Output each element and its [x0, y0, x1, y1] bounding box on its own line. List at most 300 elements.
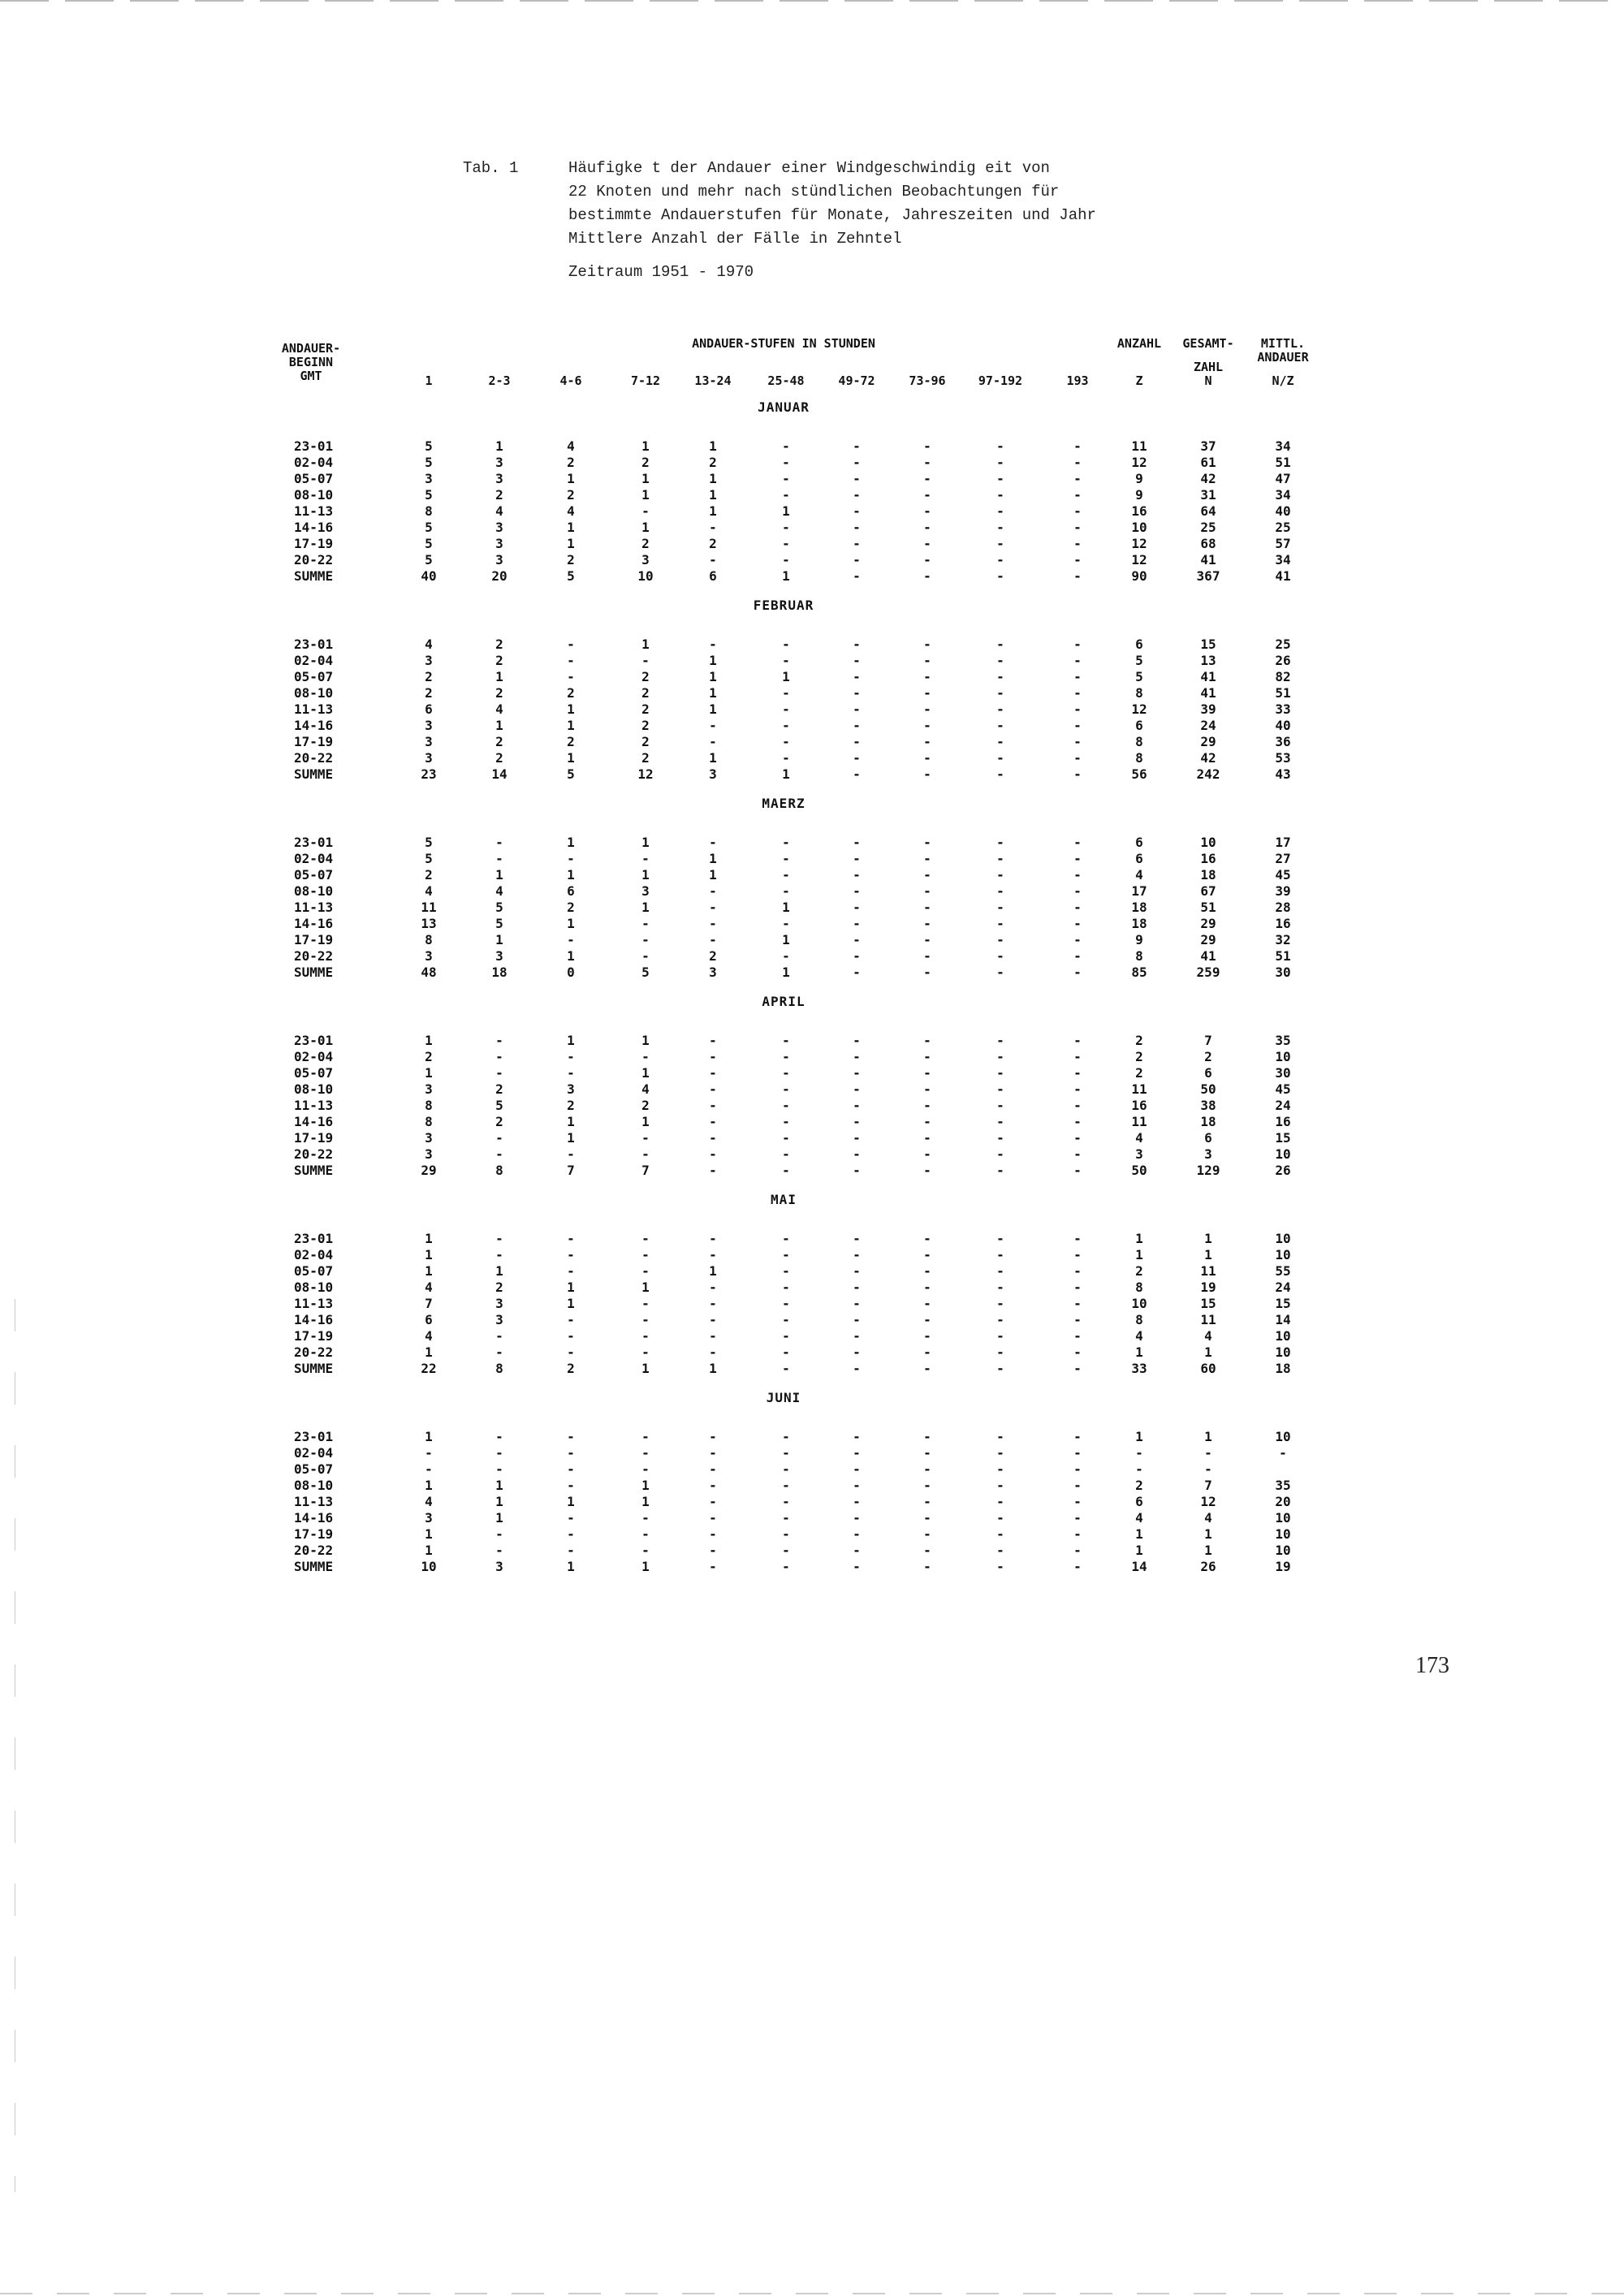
table-cell: -: [996, 685, 1004, 701]
table-cell: -: [996, 1559, 1004, 1574]
table-cell: -: [782, 455, 790, 470]
table-cell: -: [1073, 520, 1082, 535]
table-cell: -: [1073, 1263, 1082, 1279]
table-cell: 2: [641, 701, 650, 717]
table-cell: 2: [495, 1114, 503, 1129]
table-cell: 1: [709, 701, 717, 717]
table-cell: 18: [1131, 916, 1147, 931]
table-cell: -: [641, 1146, 650, 1162]
table-cell: -: [1073, 965, 1082, 980]
table-row: [0, 1296, 1624, 1311]
table-row: [0, 867, 1624, 883]
table-cell: -: [923, 1081, 931, 1097]
table-cell: 68: [1200, 536, 1216, 551]
table-cell: 24: [1275, 1280, 1291, 1295]
table-cell: 10: [1275, 1526, 1291, 1542]
table-cell: -: [853, 701, 861, 717]
table-cell: -: [923, 536, 931, 551]
table-cell: 7: [641, 1163, 650, 1178]
table-cell: -: [853, 568, 861, 584]
table-cell: -: [853, 835, 861, 850]
table-cell: 1: [641, 835, 650, 850]
table-cell: -: [782, 1049, 790, 1064]
table-cell: -: [996, 1296, 1004, 1311]
table-cell: 4: [1135, 1328, 1143, 1344]
table-cell: 6: [1135, 718, 1143, 733]
table-cell: 43: [1275, 766, 1291, 782]
table-cell: -: [1073, 568, 1082, 584]
table-cell: -: [782, 701, 790, 717]
table-cell: 2: [425, 1049, 433, 1064]
table-cell: -: [495, 1526, 503, 1542]
row-label: SUMME: [294, 766, 334, 782]
table-cell: 6: [1135, 851, 1143, 866]
table-cell: 35: [1275, 1033, 1291, 1048]
table-cell: 7: [425, 1296, 433, 1311]
table-cell: -: [709, 883, 717, 899]
table-cell: -: [782, 1163, 790, 1178]
table-cell: -: [923, 766, 931, 782]
table-cell: -: [1073, 900, 1082, 915]
table-cell: 3: [641, 552, 650, 568]
table-cell: -: [709, 900, 717, 915]
table-cell: -: [853, 734, 861, 749]
table-cell: -: [923, 1429, 931, 1444]
table-row: [0, 932, 1624, 947]
table-cell: -: [495, 1328, 503, 1344]
table-cell: -: [923, 685, 931, 701]
table-cell: 1: [567, 520, 575, 535]
table-cell: -: [996, 1163, 1004, 1178]
table-cell: -: [1073, 487, 1082, 503]
table-cell: -: [923, 1280, 931, 1295]
table-cell: 10: [1131, 520, 1147, 535]
table-cell: -: [1073, 1361, 1082, 1376]
table-cell: 2: [567, 734, 575, 749]
row-label: 14-16: [294, 1114, 334, 1129]
table-cell: 25: [1275, 637, 1291, 652]
table-cell: 259: [1196, 965, 1220, 980]
table-cell: 12: [637, 766, 654, 782]
table-cell: 4: [425, 883, 433, 899]
table-cell: 1: [641, 471, 650, 486]
table-cell: -: [1073, 851, 1082, 866]
month-name: JANUAR: [758, 399, 810, 415]
table-cell: 10: [1275, 1543, 1291, 1558]
table-cell: 29: [421, 1163, 437, 1178]
table-cell: -: [996, 1263, 1004, 1279]
row-label: 11-13: [294, 701, 334, 717]
table-cell: 24: [1275, 1098, 1291, 1113]
table-cell: -: [996, 766, 1004, 782]
table-cell: 26: [1200, 1559, 1216, 1574]
table-cell: 3: [425, 1081, 433, 1097]
row-label: 14-16: [294, 1510, 334, 1526]
table-cell: -: [996, 883, 1004, 899]
page-number: 173: [1415, 1653, 1449, 1678]
table-cell: 9: [1135, 487, 1143, 503]
table-row: [0, 948, 1624, 964]
table-cell: -: [641, 916, 650, 931]
table-cell: 8: [1135, 734, 1143, 749]
table-cell: 1: [641, 487, 650, 503]
table-cell: -: [923, 1098, 931, 1113]
table-cell: -: [1073, 455, 1082, 470]
table-cell: -: [782, 1098, 790, 1113]
table-cell: 1: [567, 948, 575, 964]
table-cell: 8: [495, 1361, 503, 1376]
table-cell: 2: [495, 487, 503, 503]
table-cell: 4: [495, 701, 503, 717]
table-cell: 3: [1135, 1146, 1143, 1162]
table-cell: -: [853, 750, 861, 766]
table-cell: 1: [567, 471, 575, 486]
table-cell: 1: [495, 438, 503, 454]
table-cell: -: [996, 552, 1004, 568]
caption-text: bestimmte Andauerstufen für Monate, Jahreszeiten und Jahr: [568, 206, 1096, 224]
table-cell: 4: [1135, 1510, 1143, 1526]
row-label: 02-04: [294, 455, 334, 470]
table-cell: 1: [567, 1494, 575, 1509]
table-cell: -: [709, 1461, 717, 1477]
table-cell: -: [923, 1461, 931, 1477]
table-row: [0, 1130, 1624, 1146]
header-gesamt: [1182, 337, 1233, 388]
table-cell: 25: [1200, 520, 1216, 535]
month-block: [0, 1192, 1624, 1390]
caption-text: Häufigke t der Andauer einer Windgeschwindig eit von: [568, 159, 1050, 177]
table-cell: -: [996, 900, 1004, 915]
table-row: [0, 685, 1624, 701]
table-cell: -: [709, 1280, 717, 1295]
table-cell: -: [782, 1543, 790, 1558]
table-cell: 4: [1204, 1510, 1212, 1526]
table-cell: 129: [1196, 1163, 1220, 1178]
header-begin: [282, 342, 340, 383]
table-cell: -: [996, 750, 1004, 766]
table-cell: -: [853, 1280, 861, 1295]
table-cell: 8: [425, 1114, 433, 1129]
table-cell: 2: [1135, 1065, 1143, 1081]
table-cell: -: [996, 568, 1004, 584]
table-cell: 10: [1275, 1344, 1291, 1360]
table-cell: 5: [495, 916, 503, 931]
header-mittl-line: MITTL.: [1260, 336, 1306, 351]
header-gesamt-line: GESAMT-: [1182, 336, 1234, 351]
month-name: FEBRUAR: [753, 598, 814, 613]
table-cell: 3: [425, 1510, 433, 1526]
table-cell: 5: [641, 965, 650, 980]
table-cell: 5: [425, 536, 433, 551]
table-cell: -: [1073, 669, 1082, 684]
table-cell: -: [1073, 1081, 1082, 1097]
header-stufen-title: ANDAUER-STUFEN IN STUNDEN: [692, 336, 875, 351]
table-row: [0, 1461, 1624, 1477]
table-cell: -: [853, 552, 861, 568]
table-cell: 61: [1200, 455, 1216, 470]
table-cell: -: [1073, 1049, 1082, 1064]
table-cell: 4: [495, 883, 503, 899]
table-cell: 1: [641, 1494, 650, 1509]
table-cell: 1: [495, 1510, 503, 1526]
table-cell: -: [923, 883, 931, 899]
table-cell: -: [641, 1543, 650, 1558]
header-anzahl: [1117, 337, 1161, 388]
table-cell: 8: [425, 503, 433, 519]
table-cell: -: [996, 718, 1004, 733]
table-cell: -: [782, 1247, 790, 1262]
table-cell: -: [782, 1526, 790, 1542]
row-label: 02-04: [294, 1049, 334, 1064]
table-cell: -: [853, 916, 861, 931]
table-cell: -: [1135, 1445, 1143, 1461]
table-cell: -: [709, 1081, 717, 1097]
table-cell: 2: [495, 653, 503, 668]
table-cell: 37: [1200, 438, 1216, 454]
table-cell: -: [782, 1081, 790, 1097]
header-gesamt-line: ZAHL: [1193, 360, 1224, 374]
table-cell: -: [853, 1328, 861, 1344]
table-cell: 1: [425, 1526, 433, 1542]
table-cell: -: [996, 1461, 1004, 1477]
table-cell: 8: [1135, 750, 1143, 766]
table-cell: 5: [425, 520, 433, 535]
table-cell: 57: [1275, 536, 1291, 551]
caption-text: Mittlere Anzahl der Fälle in Zehntel: [568, 230, 902, 248]
table-cell: 2: [1204, 1049, 1212, 1064]
table-cell: -: [853, 487, 861, 503]
header-stufe: 97-192: [978, 373, 1023, 388]
table-cell: -: [1073, 701, 1082, 717]
table-cell: -: [853, 1098, 861, 1113]
table-cell: -: [923, 1033, 931, 1048]
table-cell: -: [853, 1559, 861, 1574]
table-cell: 2: [495, 685, 503, 701]
table-cell: -: [709, 734, 717, 749]
table-cell: 2: [567, 900, 575, 915]
table-cell: 4: [1204, 1328, 1212, 1344]
table-row: [0, 1049, 1624, 1064]
table-cell: 10: [1275, 1510, 1291, 1526]
table-cell: 1: [425, 1478, 433, 1493]
table-cell: -: [641, 503, 650, 519]
table-cell: -: [495, 1065, 503, 1081]
table-cell: 1: [641, 438, 650, 454]
table-cell: 9: [1135, 471, 1143, 486]
table-cell: -: [996, 701, 1004, 717]
table-cell: 41: [1200, 552, 1216, 568]
table-cell: 30: [1275, 965, 1291, 980]
table-cell: 5: [425, 487, 433, 503]
table-cell: -: [923, 520, 931, 535]
row-label: 11-13: [294, 1296, 334, 1311]
table-cell: -: [782, 1065, 790, 1081]
table-cell: -: [853, 471, 861, 486]
table-cell: 1: [567, 1296, 575, 1311]
table-cell: -: [923, 1344, 931, 1360]
table-cell: -: [923, 568, 931, 584]
table-cell: -: [923, 1146, 931, 1162]
table-cell: -: [853, 637, 861, 652]
table-cell: 1: [425, 1543, 433, 1558]
table-cell: -: [1073, 1163, 1082, 1178]
row-label: 11-13: [294, 1494, 334, 1509]
table-cell: -: [1204, 1461, 1212, 1477]
table-cell: 8: [1135, 1280, 1143, 1295]
table-cell: 20: [491, 568, 508, 584]
table-cell: -: [853, 1130, 861, 1146]
table-cell: 5: [1135, 653, 1143, 668]
table-cell: -: [709, 916, 717, 931]
table-cell: 2: [709, 536, 717, 551]
table-cell: -: [853, 669, 861, 684]
table-cell: -: [853, 1445, 861, 1461]
table-cell: 5: [495, 1098, 503, 1113]
table-cell: -: [923, 1494, 931, 1509]
table-cell: -: [495, 1130, 503, 1146]
table-cell: -: [495, 1429, 503, 1444]
table-row: [0, 851, 1624, 866]
table-cell: -: [709, 1296, 717, 1311]
row-label: 05-07: [294, 471, 334, 486]
table-row: [0, 552, 1624, 568]
table-cell: -: [923, 900, 931, 915]
table-cell: 2: [567, 455, 575, 470]
table-cell: 14: [491, 766, 508, 782]
row-label: 23-01: [294, 1231, 334, 1246]
row-label: 11-13: [294, 900, 334, 915]
table-cell: -: [1073, 1559, 1082, 1574]
table-cell: -: [923, 1247, 931, 1262]
table-cell: -: [996, 1231, 1004, 1246]
table-cell: 34: [1275, 552, 1291, 568]
table-cell: -: [782, 750, 790, 766]
table-cell: -: [782, 867, 790, 883]
table-cell: -: [782, 1361, 790, 1376]
table-cell: 8: [1135, 1312, 1143, 1327]
table-cell: -: [782, 552, 790, 568]
month-name: MAI: [771, 1192, 797, 1207]
table-cell: 8: [425, 1098, 433, 1113]
caption-text: 22 Knoten und mehr nach stündlichen Beobachtungen für: [568, 183, 1060, 201]
table-cell: 2: [495, 750, 503, 766]
table-cell: -: [923, 1114, 931, 1129]
table-cell: 4: [425, 1280, 433, 1295]
table-cell: -: [1073, 1231, 1082, 1246]
row-label: 05-07: [294, 669, 334, 684]
table-cell: -: [923, 669, 931, 684]
table-cell: 5: [567, 766, 575, 782]
table-cell: -: [567, 653, 575, 668]
row-label: 05-07: [294, 867, 334, 883]
table-cell: 2: [495, 637, 503, 652]
table-cell: -: [709, 718, 717, 733]
table-cell: 11: [1200, 1263, 1216, 1279]
table-cell: -: [567, 637, 575, 652]
table-cell: -: [782, 1263, 790, 1279]
table-cell: 6: [1135, 1494, 1143, 1509]
table-cell: 4: [567, 503, 575, 519]
header-stufe: 193: [1066, 373, 1089, 388]
row-label: SUMME: [294, 568, 334, 584]
table-cell: -: [923, 835, 931, 850]
table-cell: -: [923, 1478, 931, 1493]
table-cell: -: [1073, 1461, 1082, 1477]
table-cell: 1: [495, 867, 503, 883]
table-cell: -: [567, 1065, 575, 1081]
row-label: 17-19: [294, 536, 334, 551]
table-cell: 2: [641, 669, 650, 684]
table-cell: 2: [641, 685, 650, 701]
table-cell: 1: [782, 900, 790, 915]
table-cell: -: [996, 487, 1004, 503]
table-cell: -: [782, 916, 790, 931]
table-cell: -: [1073, 1098, 1082, 1113]
sum-row: [0, 766, 1624, 782]
table-cell: -: [996, 1478, 1004, 1493]
table-cell: -: [1073, 1065, 1082, 1081]
table-cell: -: [996, 669, 1004, 684]
row-label: 17-19: [294, 1328, 334, 1344]
table-cell: 4: [1135, 1130, 1143, 1146]
row-label: 20-22: [294, 1543, 334, 1558]
table-cell: -: [996, 637, 1004, 652]
table-cell: -: [1135, 1461, 1143, 1477]
table-cell: -: [923, 1130, 931, 1146]
table-cell: -: [923, 932, 931, 947]
table-cell: -: [1073, 438, 1082, 454]
table-cell: 10: [421, 1559, 437, 1574]
table-cell: 1: [641, 900, 650, 915]
table-cell: 15: [1200, 1296, 1216, 1311]
table-cell: -: [923, 503, 931, 519]
table-cell: 5: [1135, 669, 1143, 684]
table-cell: -: [923, 1543, 931, 1558]
table-cell: -: [996, 1065, 1004, 1081]
table-cell: 1: [709, 438, 717, 454]
table-cell: -: [641, 1263, 650, 1279]
header-gesamt-line: N: [1204, 373, 1212, 388]
table-cell: 24: [1200, 718, 1216, 733]
table-cell: -: [782, 1033, 790, 1048]
header-stufe: 4-6: [559, 373, 582, 388]
table-cell: 0: [567, 965, 575, 980]
sum-row: [0, 1559, 1624, 1574]
table-row: [0, 1494, 1624, 1509]
table-cell: -: [641, 1461, 650, 1477]
table-cell: -: [709, 1130, 717, 1146]
table-cell: -: [1073, 1296, 1082, 1311]
table-cell: 1: [1204, 1231, 1212, 1246]
table-cell: 28: [1275, 900, 1291, 915]
table-cell: -: [996, 1280, 1004, 1295]
row-label: 20-22: [294, 750, 334, 766]
table-cell: 23: [421, 766, 437, 782]
table-cell: -: [782, 1559, 790, 1574]
table-cell: -: [1073, 471, 1082, 486]
table-row: [0, 701, 1624, 717]
table-cell: 19: [1275, 1559, 1291, 1574]
table-cell: -: [782, 1445, 790, 1461]
row-label: 02-04: [294, 1445, 334, 1461]
table-cell: -: [853, 1429, 861, 1444]
table-cell: -: [1073, 766, 1082, 782]
table-cell: 3: [641, 883, 650, 899]
table-cell: -: [923, 455, 931, 470]
table-cell: 1: [641, 1559, 650, 1574]
table-cell: 1: [425, 1247, 433, 1262]
table-cell: -: [853, 1361, 861, 1376]
